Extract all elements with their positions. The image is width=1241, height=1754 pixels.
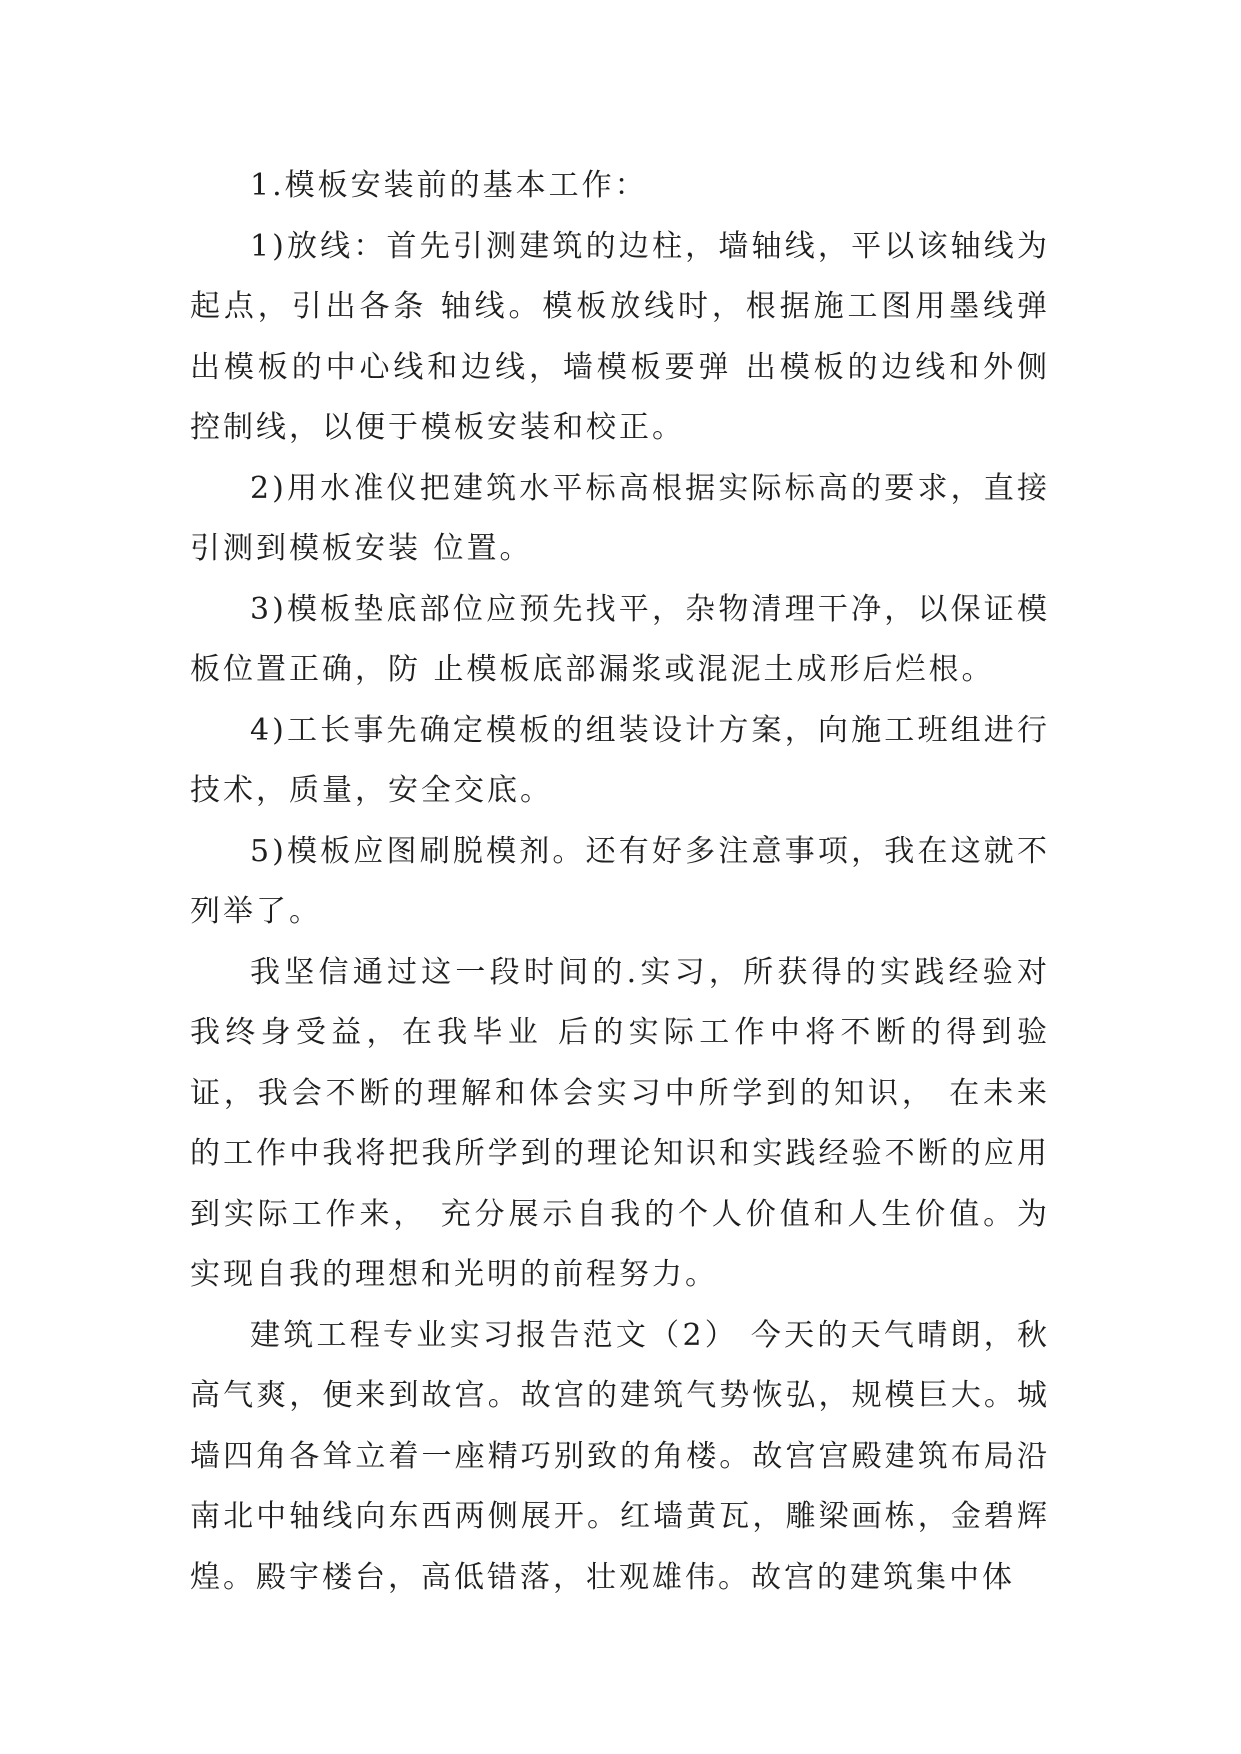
paragraph-8: 建筑工程专业实习报告范文（2） 今天的天气晴朗，秋高气爽，便来到故宫。故宫的建筑气势恢弘，规模巨大。城墙四角各耸立着一座精巧别致的角楼。故宫宫殿建筑布局沿南北中轴线向东西两侧展开。红墙黄瓦，雕梁画栋，金碧辉煌。殿宇楼台，高低错落，壮观雄伟。故宫的建筑集中体 xyxy=(190,1317,1050,1595)
body-text xyxy=(190,156,1050,1608)
paragraph-6: 5)模板应图刷脱模剂。还有好多注意事项，我在这就不列举了。 xyxy=(190,833,1050,929)
paragraph-2: 1)放线：首先引测建筑的边柱，墙轴线，平以该轴线为起点，引出各条 轴线。模板放线时，根据施工图用墨线弹出模板的中心线和边线，墙模板要弹 出模板的边线和外侧控制线，以便于模板安装和校正。 xyxy=(190,228,1050,445)
paragraph-5: 4)工长事先确定模板的组装设计方案，向施工班组进行技术，质量，安全交底。 xyxy=(190,712,1050,808)
paragraph-1: 1.模板安装前的基本工作： xyxy=(250,168,648,203)
paragraph-3: 2)用水准仪把建筑水平标高根据实际标高的要求，直接引测到模板安装 位置。 xyxy=(190,470,1050,566)
paragraph-4: 3)模板垫底部位应预先找平，杂物清理干净，以保证模板位置正确，防 止模板底部漏浆或混泥土成形后烂根。 xyxy=(190,591,1050,687)
paragraph-7: 我坚信通过这一段时间的.实习，所获得的实践经验对我终身受益，在我毕业 后的实际工作中将不断的得到验证，我会不断的理解和体会实习中所学到的知识， 在未来的工作中我将把我所学到的理论知识和实践经验不断的应用到实际工作来， 充分展示自我的个人价值和人生价值。为实现自我的理想和光明的前程努力。 xyxy=(190,954,1050,1292)
